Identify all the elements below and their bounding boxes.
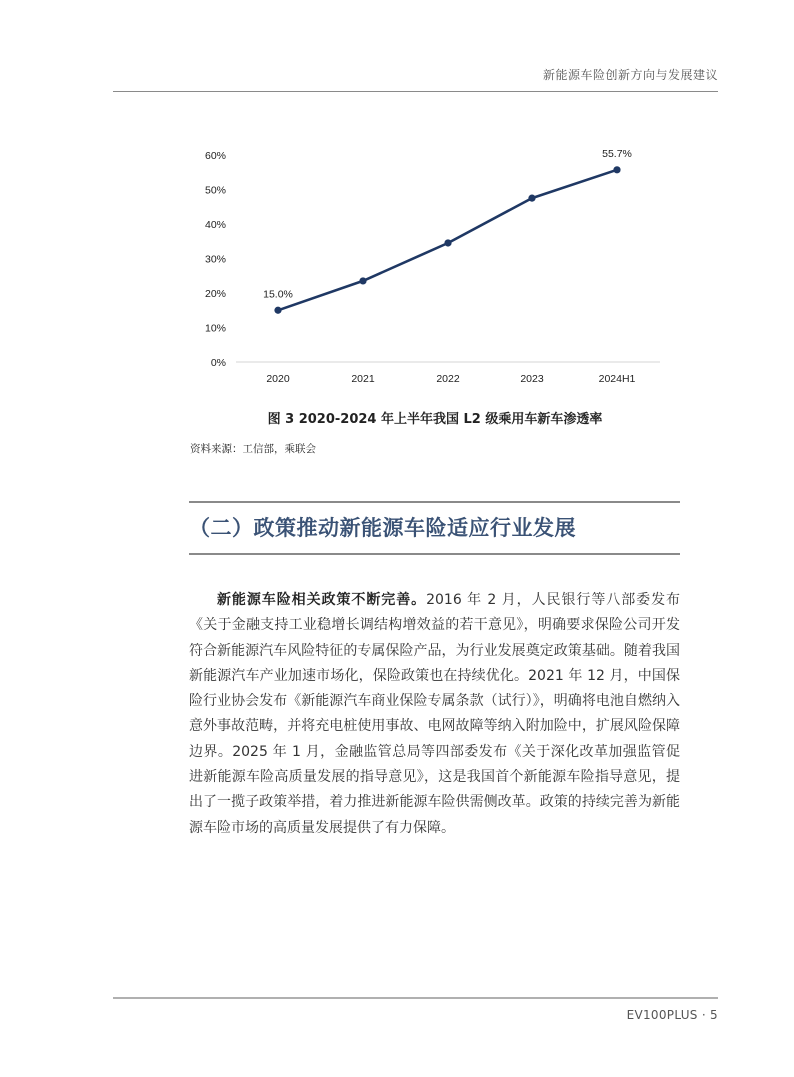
section-divider-bottom (189, 553, 680, 555)
x-tick-label: 2020 (266, 373, 290, 385)
page-footer: EV100PLUS · 5 (626, 1008, 718, 1022)
y-tick-label: 30% (204, 253, 226, 266)
x-tick-label: 2021 (351, 373, 375, 385)
chart-canvas (190, 135, 670, 390)
data-label: 55.7% (602, 147, 632, 160)
section-divider-top (189, 501, 680, 503)
data-point-marker (613, 166, 620, 173)
line-chart (190, 135, 670, 390)
footer-divider (113, 997, 718, 999)
running-header-title: 新能源车险创新方向与发展建议 (542, 68, 718, 82)
data-point-marker (359, 277, 366, 284)
y-tick-label: 0% (210, 357, 226, 369)
y-tick-label: 50% (204, 184, 226, 197)
figure-source: 资料来源：工信部，乘联会 (190, 443, 316, 455)
data-point-marker (274, 307, 281, 314)
header-divider (113, 91, 718, 92)
section-heading: （二）政策推动新能源车险适应行业发展 (189, 516, 576, 540)
y-tick-label: 40% (204, 219, 226, 231)
figure-caption: 图 3 2020-2024 年上半年我国 L2 级乘用车新车渗透率 (267, 412, 603, 427)
paragraph-lead: 新能源车险相关政策不断完善。 (217, 592, 427, 608)
x-tick-label: 2024H1 (598, 373, 636, 385)
x-tick-label: 2023 (520, 373, 544, 385)
y-tick-label: 60% (204, 150, 226, 162)
body-paragraph (189, 588, 680, 841)
paragraph-text: 2016 年 2 月，人民银行等八部委发布《关于金融支持工业稳增长调结构增效益的若干意见》，明确要求保险公司开发符合新能源汽车风险特征的专属保险产品，为行业发展奠定政策基础。随着我国新能源汽车产业加速市场化，保险政策也在持续优化。2021 年 12 月，中国保险行业协会发布《新能源汽车商业保险专属条款（试行）》，明确将电池自燃纳入意外事故范畴，并将充电桩使用事故、电网故障等纳入附加险中，扩展风险保障边界。2025 年 1 月，金融监管总局等四部委发布《关于深化改革加强监管促进新能源车险高质量发展的指导意见》，这是我国首个新能源车险指导意见，提出了一揽子政策举措，着力推进新能源车险供需侧改革。政策的持续完善为新能源车险市场的高质量发展提供了有力保障。 (189, 592, 681, 836)
data-point-marker (528, 195, 535, 202)
data-point-marker (444, 239, 451, 246)
y-tick-label: 20% (204, 288, 226, 300)
y-tick-label: 10% (204, 322, 226, 335)
data-label: 15.0% (263, 288, 293, 301)
x-tick-label: 2022 (436, 373, 460, 385)
